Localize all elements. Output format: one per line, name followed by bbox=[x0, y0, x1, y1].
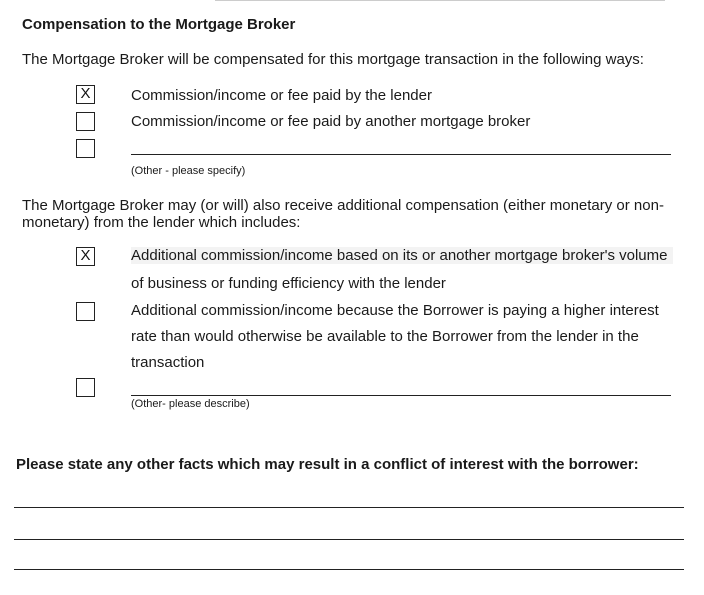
other-specify-note: (Other - please specify) bbox=[131, 165, 246, 177]
section-title: Compensation to the Mortgage Broker bbox=[22, 16, 296, 33]
higher-interest-checkbox[interactable] bbox=[76, 302, 95, 321]
section-intro: The Mortgage Broker will be compensated for this mortgage transaction in the following ways: bbox=[22, 51, 644, 68]
volume-commission-label-line1: Additional commission/income based on its or another mortgage broker's volume bbox=[131, 247, 673, 264]
other-describe-note: (Other- please describe) bbox=[131, 398, 250, 410]
volume-commission-label-line2: of business or funding efficiency with the lender bbox=[131, 275, 446, 292]
other-broker-fee-label: Commission/income or fee paid by another mortgage broker bbox=[131, 113, 531, 130]
other-broker-fee-checkbox[interactable] bbox=[76, 112, 95, 131]
higher-interest-label-line2: rate than would otherwise be available to the Borrower from the lender in the bbox=[131, 328, 639, 345]
other-describe-line[interactable] bbox=[131, 395, 671, 396]
higher-interest-label-line1: Additional commission/income because the Borrower is paying a higher interest bbox=[131, 302, 659, 319]
other-specify-checkbox[interactable] bbox=[76, 139, 95, 158]
answer-line-3[interactable] bbox=[14, 569, 684, 570]
answer-line-1[interactable] bbox=[14, 507, 684, 508]
lender-fee-label: Commission/income or fee paid by the lender bbox=[131, 87, 432, 104]
additional-comp-intro-line2: monetary) from the lender which includes: bbox=[22, 214, 301, 231]
other-specify-line[interactable] bbox=[131, 154, 671, 155]
other-describe-checkbox[interactable] bbox=[76, 378, 95, 397]
conflict-of-interest-prompt: Please state any other facts which may result in a conflict of interest with the borrower: bbox=[16, 456, 639, 473]
lender-fee-checkbox[interactable]: X bbox=[76, 85, 95, 104]
volume-commission-checkbox[interactable]: X bbox=[76, 247, 95, 266]
answer-line-2[interactable] bbox=[14, 539, 684, 540]
top-rule bbox=[215, 0, 665, 1]
higher-interest-label-line3: transaction bbox=[131, 354, 205, 371]
additional-comp-intro-line1: The Mortgage Broker may (or will) also receive additional compensation (either monetary or non- bbox=[22, 197, 664, 214]
